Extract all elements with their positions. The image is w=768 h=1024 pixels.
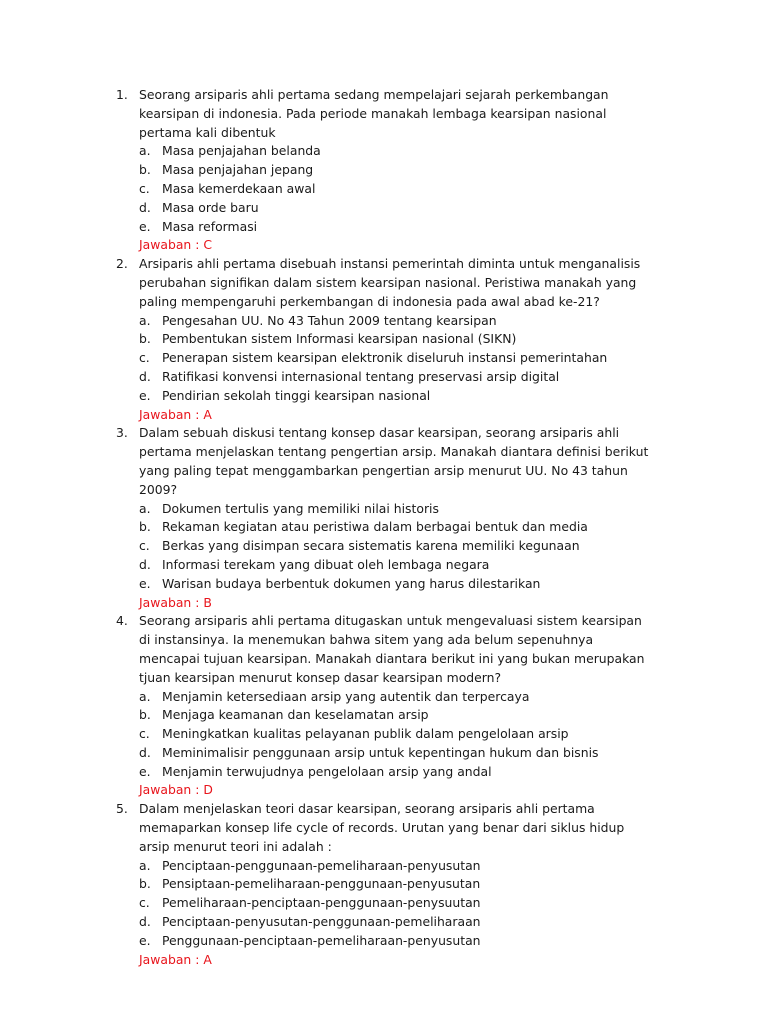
option-text: Meminimalisir penggunaan arsip untuk kepentingan hukum dan bisnis — [162, 744, 599, 760]
question-2 — [116, 255, 656, 424]
question-number: 4. — [116, 613, 128, 629]
option-letter: d. — [139, 199, 151, 215]
answer-key: Jawaban : D — [139, 782, 213, 798]
option-e — [139, 387, 656, 406]
option-letter: d. — [139, 744, 151, 760]
option-a — [139, 142, 656, 161]
option-text: Masa orde baru — [162, 199, 259, 215]
option-text: Masa penjajahan belanda — [162, 143, 321, 159]
option-letter: a. — [139, 143, 151, 159]
question-3 — [116, 424, 656, 612]
option-a — [139, 688, 656, 707]
option-d — [139, 913, 656, 932]
question-5 — [116, 800, 656, 969]
option-text: Ratifikasi konvensi internasional tentang preservasi arsip digital — [162, 368, 560, 384]
option-text: Penciptaan-penyusutan-penggunaan-pemeliharaan — [162, 914, 481, 930]
option-text: Penerapan sistem kearsipan elektronik diseluruh instansi pemerintahan — [162, 350, 608, 366]
option-text: Penciptaan-penggunaan-pemeliharaan-penyusutan — [162, 857, 481, 873]
option-text: Menjamin ketersediaan arsip yang autentik dan terpercaya — [162, 688, 530, 704]
option-text: Pendirian sekolah tinggi kearsipan nasional — [162, 387, 431, 403]
option-text: Pensiptaan-pemeliharaan-penggunaan-penyusutan — [162, 876, 481, 892]
option-a — [139, 500, 656, 519]
option-letter: c. — [139, 726, 150, 742]
option-a — [139, 857, 656, 876]
question-text: Dalam sebuah diskusi tentang konsep dasar kearsipan, seorang arsiparis ahli pertama menjelaskan tentang pengertian arsip. Manakah diantara definisi berikut yang paling tepat menggambarkan pengertian arsip menurut UU. No 43 tahun 2009? — [139, 425, 649, 497]
option-b — [139, 875, 656, 894]
question-number: 1. — [116, 87, 128, 102]
option-c — [139, 537, 656, 556]
option-letter: b. — [139, 331, 151, 347]
question-text: Seorang arsiparis ahli pertama sedang mempelajari sejarah perkembangan kearsipan di indonesia. Pada periode manakah lembaga kearsipan nasional pertama kali dibentuk — [139, 87, 609, 140]
option-letter: b. — [139, 876, 151, 892]
option-list — [139, 688, 656, 782]
option-e — [139, 763, 656, 782]
option-c — [139, 180, 656, 199]
option-c — [139, 349, 656, 368]
option-letter: e. — [139, 932, 151, 948]
option-letter: e. — [139, 575, 151, 591]
option-e — [139, 218, 656, 237]
option-b — [139, 706, 656, 725]
option-text: Menjamin terwujudnya pengelolaan arsip yang andal — [162, 763, 492, 779]
question-number: 5. — [116, 801, 128, 817]
answer-key: Jawaban : B — [139, 594, 212, 610]
option-text: Penggunaan-penciptaan-pemeliharaan-penyusutan — [162, 932, 481, 948]
option-letter: d. — [139, 368, 151, 384]
answer-key: Jawaban : C — [139, 237, 212, 253]
question-list — [116, 86, 656, 969]
option-b — [139, 161, 656, 180]
question-number: 2. — [116, 256, 128, 272]
option-text: Menjaga keamanan dan keselamatan arsip — [162, 707, 429, 723]
option-text: Masa reformasi — [162, 218, 258, 234]
option-d — [139, 744, 656, 763]
option-text: Masa penjajahan jepang — [162, 162, 314, 178]
option-letter: a. — [139, 857, 151, 873]
option-letter: c. — [139, 538, 150, 554]
option-list — [139, 312, 656, 406]
question-text: Arsiparis ahli pertama disebuah instansi pemerintah diminta untuk menganalisis perubahan signifikan dalam sistem kearsipan nasional. Peristiwa manakah yang paling mempengaruhi perkembangan di indonesia pada awal abad ke-21? — [139, 256, 641, 309]
option-letter: a. — [139, 312, 151, 328]
option-letter: e. — [139, 218, 151, 234]
option-text: Dokumen tertulis yang memiliki nilai historis — [162, 500, 439, 516]
option-d — [139, 199, 656, 218]
question-number: 3. — [116, 425, 128, 441]
option-text: Meningkatkan kualitas pelayanan publik dalam pengelolaan arsip — [162, 726, 569, 742]
option-e — [139, 575, 656, 594]
option-text: Informasi terekam yang dibuat oleh lembaga negara — [162, 556, 490, 572]
option-text: Warisan budaya berbentuk dokumen yang harus dilestarikan — [162, 575, 541, 591]
option-text: Berkas yang disimpan secara sistematis karena memiliki kegunaan — [162, 538, 580, 554]
option-c — [139, 725, 656, 744]
option-text: Pemeliharaan-penciptaan-penggunaan-penysuutan — [162, 895, 481, 911]
option-letter: a. — [139, 688, 151, 704]
option-text: Pengesahan UU. No 43 Tahun 2009 tentang kearsipan — [162, 312, 497, 328]
option-letter: b. — [139, 707, 151, 723]
option-letter: e. — [139, 387, 151, 403]
option-letter: c. — [139, 350, 150, 366]
option-list — [139, 500, 656, 594]
option-b — [139, 330, 656, 349]
option-list — [139, 142, 656, 236]
option-letter: b. — [139, 519, 151, 535]
option-letter: c. — [139, 180, 150, 196]
option-text: Masa kemerdekaan awal — [162, 180, 316, 196]
option-e — [139, 932, 656, 951]
question-text: Seorang arsiparis ahli pertama ditugaskan untuk mengevaluasi sistem kearsipan di instansinya. Ia menemukan bahwa sitem yang ada belum sepenuhnya mencapai tujuan kearsipan. Manakah diantara berikut ini yang bukan merupakan tjuan kearsipan menurut konsep dasar kearsipan modern? — [139, 613, 645, 685]
option-letter: d. — [139, 556, 151, 572]
option-letter: c. — [139, 895, 150, 911]
answer-key: Jawaban : A — [139, 406, 212, 422]
option-letter: e. — [139, 763, 151, 779]
option-letter: a. — [139, 500, 151, 516]
option-letter: b. — [139, 162, 151, 178]
option-a — [139, 312, 656, 331]
option-text: Pembentukan sistem Informasi kearsipan nasional (SIKN) — [162, 331, 517, 347]
option-c — [139, 894, 656, 913]
option-d — [139, 556, 656, 575]
question-4 — [116, 612, 656, 800]
option-list — [139, 857, 656, 951]
option-text: Rekaman kegiatan atau peristiwa dalam berbagai bentuk dan media — [162, 519, 588, 535]
answer-key: Jawaban : A — [139, 951, 212, 967]
option-d — [139, 368, 656, 387]
option-b — [139, 518, 656, 537]
question-text: Dalam menjelaskan teori dasar kearsipan, seorang arsiparis ahli pertama memaparkan konsep life cycle of records. Urutan yang benar dari siklus hidup arsip menurut teori ini adalah : — [139, 801, 625, 854]
option-letter: d. — [139, 914, 151, 930]
question-1 — [116, 86, 656, 255]
